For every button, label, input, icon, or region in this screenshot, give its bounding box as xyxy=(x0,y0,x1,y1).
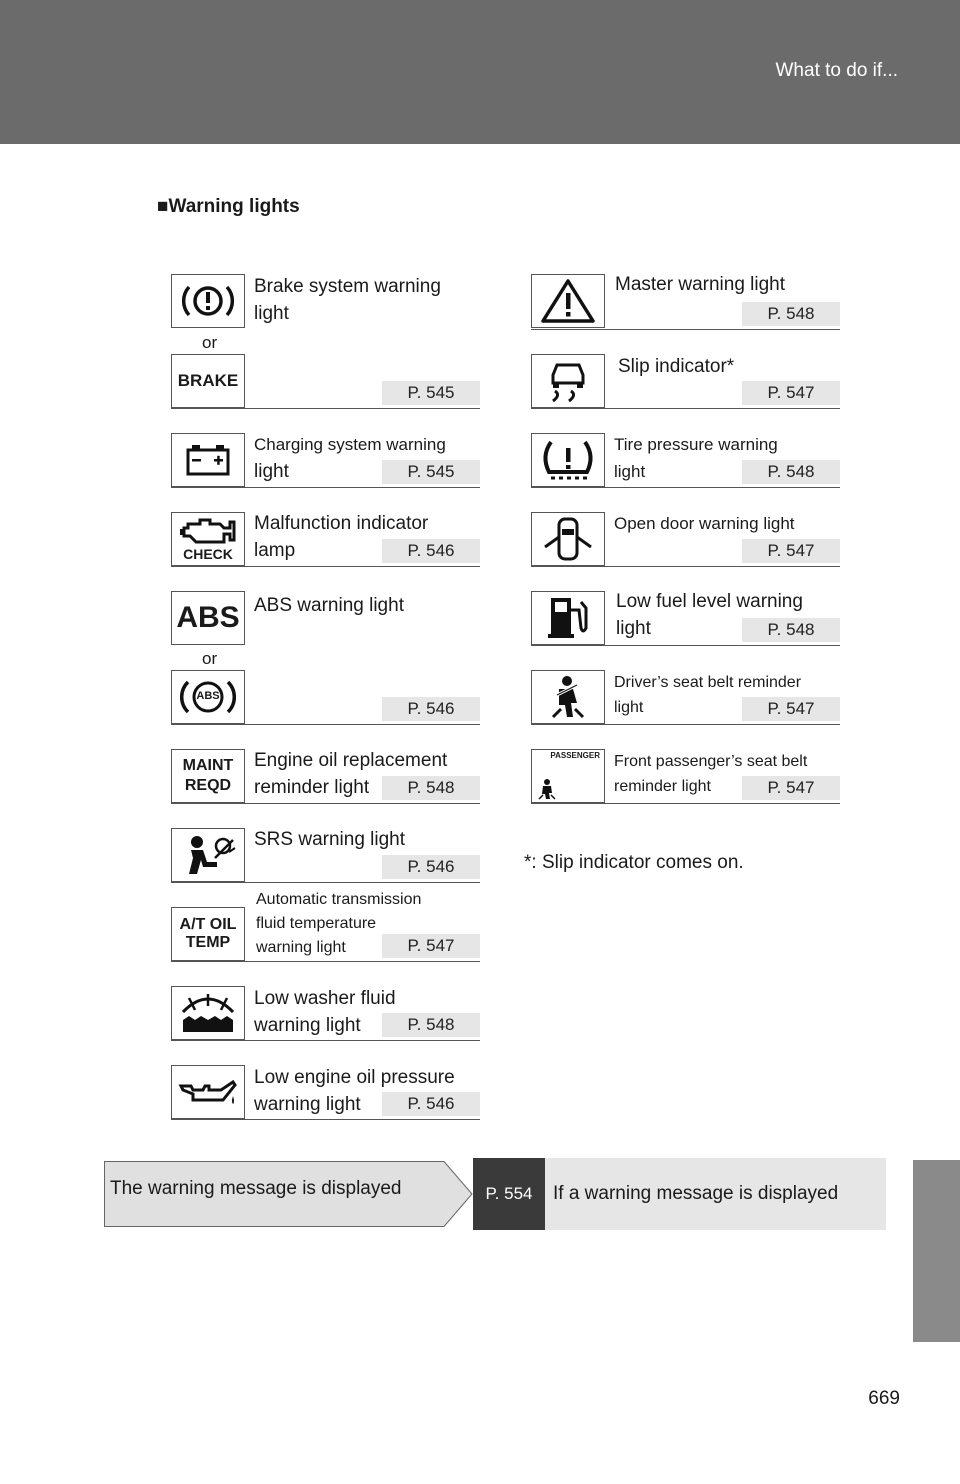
abs-circle-text: ABS xyxy=(196,690,220,702)
section-title: ■Warning lights xyxy=(157,196,300,217)
washer-icon xyxy=(171,986,245,1040)
divider xyxy=(171,408,480,409)
door-page-ref[interactable]: P. 547 xyxy=(742,539,840,563)
master-label-1: Master warning light xyxy=(615,274,786,295)
washer-label-2: warning light xyxy=(254,1015,361,1036)
charging-label-1: Charging system warning xyxy=(254,435,446,454)
divider xyxy=(531,803,840,804)
engine-icon xyxy=(171,512,245,566)
open-door-car-icon xyxy=(531,512,605,566)
passenger-seatbelt-icon xyxy=(531,749,605,803)
oil-replace-label-1: Engine oil replacement xyxy=(254,750,448,771)
passenger-belt-label-1: Front passenger’s seat belt xyxy=(614,753,808,770)
divider xyxy=(171,566,480,567)
at-oil-page-ref[interactable]: P. 547 xyxy=(382,934,480,958)
at-oil-label-3: warning light xyxy=(256,939,346,956)
charging-page-ref[interactable]: P. 545 xyxy=(382,460,480,484)
oil-pressure-page-ref[interactable]: P. 546 xyxy=(382,1092,480,1116)
malfunction-label-1: Malfunction indicator xyxy=(254,513,429,534)
cross-reference-bar xyxy=(104,1158,886,1230)
maint-reqd-icon xyxy=(171,749,245,803)
divider xyxy=(171,487,480,488)
fuel-label-1: Low fuel level warning xyxy=(616,591,803,612)
chapter-tab xyxy=(913,1160,960,1342)
charging-label-2: light xyxy=(254,461,289,482)
washer-page-ref[interactable]: P. 548 xyxy=(382,1013,480,1037)
at-oil-text: A/T OIL xyxy=(179,916,237,933)
oil-can-icon xyxy=(171,1065,245,1119)
divider xyxy=(171,803,480,804)
srs-label-1: SRS warning light xyxy=(254,829,406,850)
driver-belt-label-2: light xyxy=(614,699,644,716)
divider xyxy=(171,724,480,725)
brake-page-ref[interactable]: P. 545 xyxy=(382,381,480,405)
page-number: 669 xyxy=(868,1388,900,1409)
skid-car-icon xyxy=(531,354,605,408)
passenger-text: PASSENGER xyxy=(550,751,600,760)
seatbelt-icon xyxy=(531,670,605,724)
or-label: or xyxy=(202,649,218,668)
divider xyxy=(171,961,480,962)
battery-icon xyxy=(171,433,245,487)
divider xyxy=(171,882,480,883)
slip-page-ref[interactable]: P. 547 xyxy=(742,381,840,405)
abs-text: ABS xyxy=(176,601,240,634)
airbag-icon xyxy=(171,828,245,882)
brake-text: BRAKE xyxy=(177,371,239,390)
abs-text-icon xyxy=(171,591,245,645)
warning-triangle-icon xyxy=(531,274,605,328)
at-oil-temp-icon xyxy=(171,907,245,961)
divider xyxy=(171,1119,480,1120)
brake-circle-icon xyxy=(171,274,245,328)
tire-label-2: light xyxy=(614,462,646,481)
srs-page-ref[interactable]: P. 546 xyxy=(382,855,480,879)
washer-label-1: Low washer fluid xyxy=(254,988,396,1009)
fuel-page-ref[interactable]: P. 548 xyxy=(742,618,840,642)
maint-text: MAINT xyxy=(182,757,234,774)
slip-label-1: Slip indicator* xyxy=(618,356,735,377)
or-label: or xyxy=(202,333,218,352)
brake-label-2: light xyxy=(254,303,289,324)
divider xyxy=(531,645,840,646)
oil-replace-page-ref[interactable]: P. 548 xyxy=(382,776,480,800)
divider xyxy=(531,408,840,409)
at-oil-label-1: Automatic transmission xyxy=(256,891,422,908)
tire-label-1: Tire pressure warning xyxy=(614,435,778,454)
message-text: The warning message is displayed xyxy=(110,1178,402,1199)
header-title: What to do if... xyxy=(775,60,898,81)
abs-page-ref[interactable]: P. 546 xyxy=(382,697,480,721)
oil-pressure-label-2: warning light xyxy=(254,1094,361,1115)
master-page-ref[interactable]: P. 548 xyxy=(742,302,840,326)
divider xyxy=(531,724,840,725)
abs-label-1: ABS warning light xyxy=(254,595,404,616)
brake-text-icon xyxy=(171,354,245,408)
tire-pressure-icon xyxy=(531,433,605,487)
malfunction-label-2: lamp xyxy=(254,540,296,561)
divider xyxy=(171,1040,480,1041)
divider xyxy=(531,329,840,330)
brake-label-1: Brake system warning xyxy=(254,276,441,297)
driver-belt-label-1: Driver’s seat belt reminder xyxy=(614,674,802,691)
divider xyxy=(531,487,840,488)
destination-text: If a warning message is displayed xyxy=(545,1158,886,1230)
tire-page-ref[interactable]: P. 548 xyxy=(742,460,840,484)
oil-pressure-label-1: Low engine oil pressure xyxy=(254,1067,455,1088)
driver-belt-page-ref[interactable]: P. 547 xyxy=(742,697,840,721)
abs-circle-icon xyxy=(171,670,245,724)
divider xyxy=(531,566,840,567)
passenger-belt-label-2: reminder light xyxy=(614,778,711,795)
reqd-text: REQD xyxy=(184,777,232,794)
passenger-belt-page-ref[interactable]: P. 547 xyxy=(742,776,840,800)
check-text: CHECK xyxy=(183,546,233,562)
fuel-label-2: light xyxy=(616,618,651,639)
page-ref-link[interactable]: P. 554 xyxy=(473,1158,545,1230)
door-label-1: Open door warning light xyxy=(614,514,795,533)
oil-replace-label-2: reminder light xyxy=(254,777,370,798)
fuel-pump-icon xyxy=(531,591,605,645)
at-oil-label-2: fluid temperature xyxy=(256,915,377,932)
temp-text: TEMP xyxy=(185,934,231,951)
footnote: *: Slip indicator comes on. xyxy=(524,852,744,873)
page-header xyxy=(0,0,960,144)
malfunction-page-ref[interactable]: P. 546 xyxy=(382,539,480,563)
